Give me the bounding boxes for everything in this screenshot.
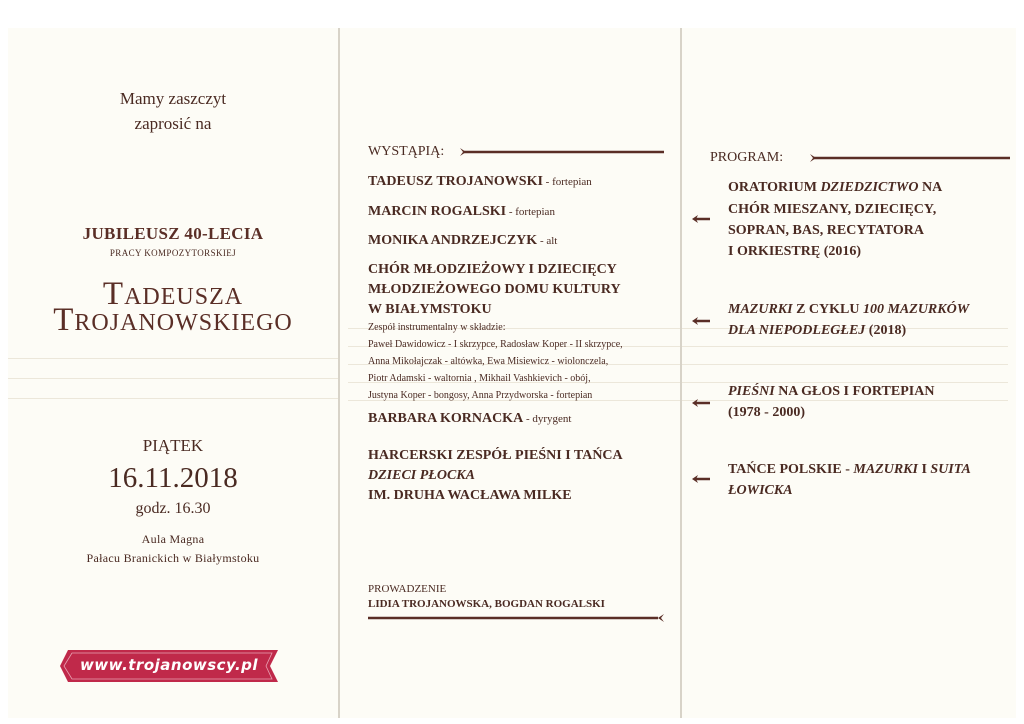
heading-rule — [460, 146, 665, 158]
jubilee-subtitle: PRACY KOMPOZYTORSKIEJ — [109, 248, 237, 258]
program-text: I — [917, 462, 931, 477]
program-item-line: CHÓR MIESZANY, DZIECIĘCY, — [728, 202, 937, 217]
venue-location: Pałacu Branickich w Białymstoku — [86, 551, 260, 565]
performers-heading: WYSTĄPIĄ: — [368, 144, 445, 159]
event-date: 16.11.2018 — [108, 462, 238, 494]
program-text: TAŃCE POLSKIE - — [728, 462, 854, 477]
program-text: ORATORIUM — [728, 180, 821, 195]
host-names: LIDIA TROJANOWSKA, BOGDAN ROGALSKI — [368, 598, 605, 610]
performer — [368, 204, 555, 220]
choir-line: W BIAŁYMSTOKU — [368, 302, 492, 317]
host-rule — [368, 612, 664, 624]
harcerski-line: HARCERSKI ZESPÓŁ PIEŚNI I TAŃCA — [368, 448, 623, 463]
program-item — [728, 460, 971, 480]
program-title: DZIEDZICTWO — [820, 180, 919, 195]
jubilee-title: JUBILEUSZ 40-LECIA — [82, 224, 264, 243]
program-title: 100 MAZURKÓW — [862, 302, 970, 317]
program-title: PIEŚNI — [728, 384, 775, 399]
left-panel — [8, 28, 338, 718]
right-panel — [682, 28, 1016, 718]
program-text: NA GŁOS I FORTEPIAN — [774, 384, 935, 399]
name-rest: ROJANOWSKIEGO — [74, 310, 293, 336]
program-text: (2018) — [865, 323, 907, 338]
program-title: DLA NIEPODLEGŁEJ — [728, 323, 866, 338]
performer-role: - alt — [537, 235, 558, 247]
intro-line: zaprosić na — [134, 114, 212, 133]
program-bullet-icon — [692, 398, 710, 408]
event-day: PIĄTEK — [142, 436, 204, 455]
program-title: MAZURKI — [728, 302, 793, 317]
middle-panel — [340, 28, 680, 718]
event-time: godz. 16.30 — [135, 500, 211, 517]
performer-role: - fortepian — [506, 206, 555, 218]
ensemble-line: Anna Mikołajczak - altówka, Ewa Misiewicz - wiolonczela, — [368, 356, 609, 367]
invitation-sheet — [8, 28, 1016, 718]
name-rest: ADEUSZA — [124, 284, 244, 310]
performer-name: MARCIN ROGALSKI — [368, 204, 507, 219]
intro-line: Mamy zaszczyt — [119, 89, 227, 108]
ensemble-line: Justyna Koper - bongosy, Anna Przydworska - fortepian — [368, 390, 593, 401]
performer-name: TADEUSZ TROJANOWSKI — [368, 174, 543, 189]
program-item-line: ŁOWICKA — [728, 483, 793, 498]
venue-name: Aula Magna — [141, 532, 205, 546]
website-link[interactable]: www.trojanowscy.pl — [79, 656, 259, 674]
host-label: PROWADZENIE — [368, 583, 447, 595]
conductor-name: BARBARA KORNACKA — [368, 411, 524, 426]
ensemble-line: Paweł Dawidowicz - I skrzypce, Radosław Koper - II skrzypce, — [368, 339, 623, 350]
composer-last-name — [8, 302, 338, 339]
harcerski-line: IM. DRUHA WACŁAWA MILKE — [368, 488, 572, 503]
program-text: Z CYKLU — [792, 302, 863, 317]
choir-line: MŁODZIEŻOWEGO DOMU KULTURY — [368, 282, 621, 297]
program-bullet-icon — [692, 316, 710, 326]
website-banner[interactable] — [60, 650, 278, 682]
program-heading: PROGRAM: — [710, 150, 784, 165]
program-item-line: (1978 - 2000) — [728, 405, 805, 420]
program-item-line: I ORKIESTRĘ (2016) — [728, 244, 862, 259]
program-text: NA — [918, 180, 943, 195]
performer — [368, 174, 592, 190]
program-item — [728, 300, 969, 320]
ensemble-line: Zespół instrumentalny w składzie: — [368, 322, 506, 333]
harcerski-line: DZIECI PŁOCKA — [368, 468, 475, 483]
conductor-role: - dyrygent — [523, 413, 572, 425]
heading-rule — [810, 152, 1010, 164]
performer-name: MONIKA ANDRZEJCZYK — [368, 233, 538, 248]
program-title: MAZURKI — [853, 462, 918, 477]
conductor — [368, 411, 571, 427]
ensemble-line: Piotr Adamski - waltornia , Mikhail Vashkievich - obój, — [368, 373, 591, 384]
program-title: SUITA — [930, 462, 971, 477]
intro-text — [8, 86, 338, 136]
name-capital: T — [102, 276, 125, 312]
program-item-line — [728, 321, 906, 341]
choir-line: CHÓR MŁODZIEŻOWY I DZIECIĘCY — [368, 262, 617, 277]
program-item-line: SOPRAN, BAS, RECYTATORA — [728, 223, 925, 238]
program-item — [728, 178, 942, 198]
program-bullet-icon — [692, 214, 710, 224]
program-item — [728, 382, 934, 402]
performer-role: - fortepian — [542, 176, 592, 188]
name-capital: T — [53, 302, 75, 338]
program-bullet-icon — [692, 474, 710, 484]
performer — [368, 233, 557, 249]
